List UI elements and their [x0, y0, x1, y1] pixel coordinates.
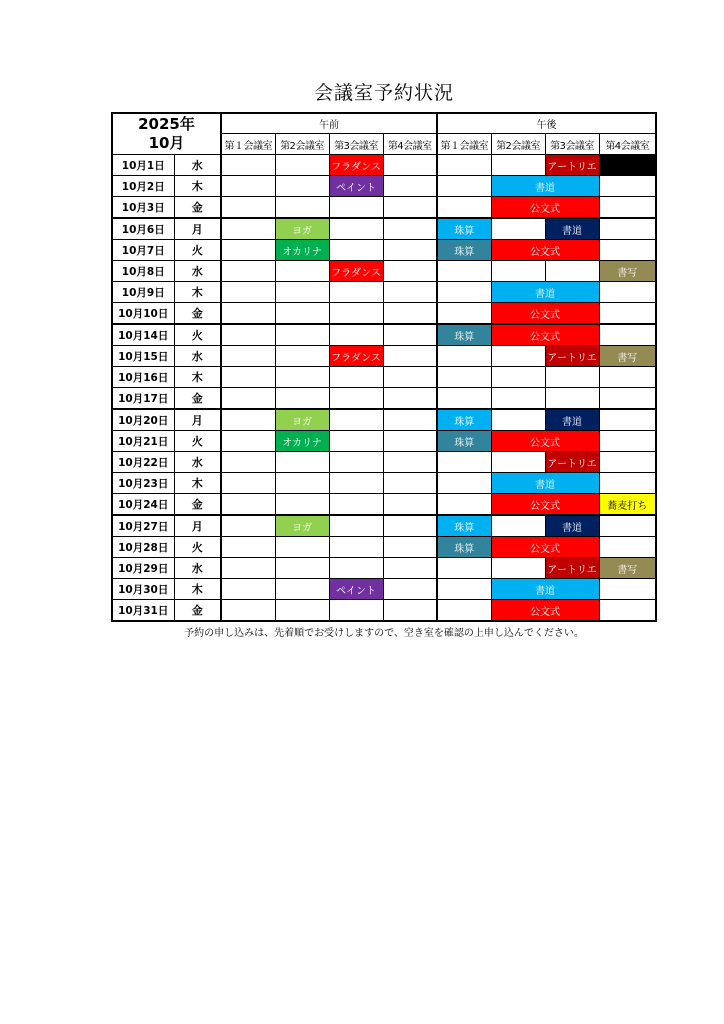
reservation-cell[interactable] [491, 218, 545, 240]
weekday-cell: 水 [174, 452, 221, 473]
month-label: 10月 [148, 134, 185, 152]
weekday-cell: 水 [174, 155, 221, 176]
reservation-cell[interactable]: ヨガ [275, 409, 329, 431]
reservation-cell[interactable] [599, 409, 656, 431]
reservation-cell[interactable]: 書道 [545, 515, 599, 537]
reservation-cell[interactable] [599, 515, 656, 537]
reservation-cell[interactable] [221, 346, 275, 367]
weekday-cell: 火 [174, 240, 221, 261]
weekday-cell: 金 [174, 303, 221, 325]
table-row [112, 558, 656, 579]
reservation-cell[interactable]: ヨガ [275, 218, 329, 240]
reservation-cell[interactable]: アートリエ [545, 558, 599, 579]
reservation-cell[interactable] [383, 303, 437, 325]
reservation-cell[interactable] [221, 558, 275, 579]
reservation-cell[interactable] [599, 431, 656, 452]
reservation-cell[interactable]: 公文式 [491, 600, 599, 622]
weekday-cell: 水 [174, 558, 221, 579]
reservation-cell[interactable]: フラダンス [329, 261, 383, 282]
date-cell: 10月30日 [112, 579, 174, 600]
date-cell: 10月14日 [112, 324, 174, 346]
reservation-cell[interactable] [437, 155, 491, 176]
date-cell: 10月9日 [112, 282, 174, 303]
reservation-cell[interactable] [437, 473, 491, 494]
reservation-cell[interactable]: 公文式 [491, 303, 599, 325]
reservation-cell[interactable] [383, 494, 437, 516]
reservation-cell[interactable] [221, 431, 275, 452]
reservation-cell[interactable]: フラダンス [329, 155, 383, 176]
reservation-cell[interactable] [275, 155, 329, 176]
reservation-cell[interactable] [275, 537, 329, 558]
reservation-cell[interactable] [491, 515, 545, 537]
reservation-cell[interactable] [491, 155, 545, 176]
reservation-cell[interactable] [383, 600, 437, 622]
reservation-cell[interactable]: 書道 [491, 579, 599, 600]
reservation-cell[interactable] [329, 282, 383, 303]
reservation-cell[interactable] [383, 367, 437, 388]
reservation-cell[interactable]: 書道 [491, 282, 599, 303]
table-row [112, 282, 656, 303]
reservation-cell[interactable] [599, 579, 656, 600]
reservation-cell[interactable] [221, 197, 275, 219]
reservation-cell[interactable] [275, 367, 329, 388]
reservation-cell[interactable] [221, 155, 275, 176]
reservation-cell[interactable]: ヨガ [275, 515, 329, 537]
room-header-am-1: 第１会議室 [221, 134, 275, 155]
reservation-cell[interactable]: アートリエ [545, 452, 599, 473]
table-row [112, 494, 656, 516]
table-row [112, 155, 656, 176]
year-label: 2025年 [138, 115, 195, 133]
reservation-cell[interactable] [329, 473, 383, 494]
weekday-cell: 月 [174, 409, 221, 431]
reservation-cell[interactable] [329, 600, 383, 622]
date-cell: 10月1日 [112, 155, 174, 176]
reservation-cell[interactable] [275, 303, 329, 325]
reservation-cell[interactable] [599, 367, 656, 388]
weekday-cell: 火 [174, 431, 221, 452]
date-cell: 10月15日 [112, 346, 174, 367]
reservation-cell[interactable] [383, 409, 437, 431]
room-header-am-3: 第3会議室 [329, 134, 383, 155]
reservation-cell[interactable] [221, 218, 275, 240]
reservation-cell[interactable] [329, 388, 383, 410]
reservation-cell[interactable] [329, 537, 383, 558]
reservation-cell[interactable] [275, 346, 329, 367]
date-cell: 10月29日 [112, 558, 174, 579]
weekday-cell: 金 [174, 494, 221, 516]
reservation-cell[interactable] [491, 367, 545, 388]
table-row [112, 261, 656, 282]
reservation-cell[interactable]: ペイント [329, 579, 383, 600]
reservation-cell[interactable] [383, 155, 437, 176]
reservation-cell[interactable]: 公文式 [491, 431, 599, 452]
reservation-cell[interactable] [383, 218, 437, 240]
reservation-cell[interactable] [383, 324, 437, 346]
am-header: 午前 [221, 113, 437, 134]
reservation-cell[interactable] [329, 431, 383, 452]
reservation-cell[interactable] [437, 197, 491, 219]
reservation-cell[interactable] [221, 261, 275, 282]
page-title: 会議室予約状況 [313, 82, 454, 104]
reservation-cell[interactable] [599, 452, 656, 473]
table-row [112, 473, 656, 494]
reservation-cell[interactable] [221, 600, 275, 622]
reservation-cell[interactable] [221, 515, 275, 537]
reservation-cell[interactable] [545, 367, 599, 388]
table-row [112, 218, 656, 240]
reservation-cell[interactable]: 公文式 [491, 324, 599, 346]
reservation-cell[interactable]: 書道 [491, 176, 599, 197]
room-header-pm-3: 第3会議室 [545, 134, 599, 155]
weekday-cell: 火 [174, 537, 221, 558]
reservation-cell[interactable] [329, 409, 383, 431]
date-cell: 10月6日 [112, 218, 174, 240]
reservation-cell[interactable] [599, 176, 656, 197]
reservation-cell[interactable] [437, 579, 491, 600]
date-cell: 10月20日 [112, 409, 174, 431]
reservation-cell[interactable]: アートリエ [545, 346, 599, 367]
reservation-cell[interactable]: 公文式 [491, 197, 599, 219]
reservation-cell[interactable] [437, 600, 491, 622]
reservation-cell[interactable] [383, 240, 437, 261]
table-row [112, 431, 656, 452]
table-row [112, 388, 656, 410]
reservation-cell[interactable]: 珠算 [437, 218, 491, 240]
table-row [112, 346, 656, 367]
reservation-cell[interactable] [491, 558, 545, 579]
reservation-cell[interactable] [437, 558, 491, 579]
reservation-cell[interactable] [275, 197, 329, 219]
reservation-cell[interactable] [221, 324, 275, 346]
reservation-cell[interactable] [599, 197, 656, 219]
reservation-cell[interactable] [545, 388, 599, 410]
table-row [112, 176, 656, 197]
reservation-cell[interactable] [329, 197, 383, 219]
reservation-cell[interactable] [437, 367, 491, 388]
weekday-cell: 木 [174, 473, 221, 494]
reservation-cell[interactable] [383, 473, 437, 494]
reservation-cell[interactable] [275, 324, 329, 346]
table-row [112, 452, 656, 473]
reservation-cell[interactable]: 公文式 [491, 537, 599, 558]
table-row [112, 197, 656, 219]
reservation-cell[interactable] [221, 409, 275, 431]
reservation-cell[interactable] [329, 515, 383, 537]
reservation-cell[interactable] [383, 261, 437, 282]
reservation-cell[interactable]: 珠算 [437, 240, 491, 261]
reservation-cell[interactable]: 書写 [599, 261, 656, 282]
reservation-cell[interactable] [221, 579, 275, 600]
reservation-cell[interactable] [437, 261, 491, 282]
reservation-cell[interactable] [221, 240, 275, 261]
reservation-cell[interactable]: 珠算 [437, 409, 491, 431]
weekday-cell: 火 [174, 324, 221, 346]
reservation-cell[interactable] [275, 494, 329, 516]
year-month-header [112, 113, 221, 155]
reservation-cell[interactable] [383, 537, 437, 558]
reservation-cell[interactable] [599, 537, 656, 558]
weekday-cell: 金 [174, 600, 221, 622]
date-cell: 10月2日 [112, 176, 174, 197]
reservation-cell[interactable] [221, 367, 275, 388]
table-row [112, 537, 656, 558]
reservation-cell[interactable] [437, 346, 491, 367]
reservation-cell[interactable] [491, 409, 545, 431]
reservation-cell[interactable] [599, 473, 656, 494]
reservation-cell[interactable] [599, 218, 656, 240]
date-cell: 10月10日 [112, 303, 174, 325]
date-cell: 10月24日 [112, 494, 174, 516]
reservation-cell[interactable] [599, 388, 656, 410]
reservation-cell[interactable]: 蕎麦打ち [599, 494, 656, 516]
reservation-cell[interactable] [437, 176, 491, 197]
reservation-cell[interactable] [491, 346, 545, 367]
reservation-cell[interactable] [383, 431, 437, 452]
reservation-cell[interactable] [221, 282, 275, 303]
reservation-cell[interactable] [275, 261, 329, 282]
reservation-cell[interactable] [275, 176, 329, 197]
reservation-table [111, 112, 657, 622]
weekday-cell: 金 [174, 388, 221, 410]
reservation-cell[interactable] [329, 324, 383, 346]
reservation-cell[interactable] [221, 473, 275, 494]
reservation-cell[interactable]: アートリエ [545, 155, 599, 176]
table-row [112, 515, 656, 537]
reservation-cell[interactable]: 珠算 [437, 537, 491, 558]
reservation-cell[interactable]: オカリナ [275, 240, 329, 261]
reservation-cell[interactable] [221, 494, 275, 516]
reservation-cell[interactable] [599, 324, 656, 346]
reservation-cell[interactable] [491, 388, 545, 410]
reservation-cell[interactable] [599, 282, 656, 303]
reservation-cell[interactable]: 書道 [545, 409, 599, 431]
reservation-cell[interactable] [275, 579, 329, 600]
weekday-cell: 木 [174, 176, 221, 197]
weekday-cell: 木 [174, 579, 221, 600]
reservation-cell[interactable]: 書道 [491, 473, 599, 494]
reservation-cell[interactable] [221, 176, 275, 197]
date-cell: 10月31日 [112, 600, 174, 622]
weekday-cell: 木 [174, 282, 221, 303]
reservation-cell[interactable] [383, 452, 437, 473]
date-cell: 10月16日 [112, 367, 174, 388]
weekday-cell: 水 [174, 261, 221, 282]
reservation-cell[interactable] [329, 240, 383, 261]
reservation-cell[interactable]: 書道 [545, 218, 599, 240]
reservation-cell[interactable] [275, 452, 329, 473]
reservation-cell[interactable] [599, 240, 656, 261]
reservation-cell[interactable] [275, 473, 329, 494]
reservation-cell[interactable] [329, 303, 383, 325]
reservation-cell[interactable] [491, 261, 545, 282]
reservation-cell[interactable] [221, 452, 275, 473]
reservation-cell[interactable] [221, 388, 275, 410]
reservation-cell[interactable] [383, 558, 437, 579]
reservation-cell[interactable] [383, 515, 437, 537]
reservation-cell[interactable] [329, 218, 383, 240]
reservation-cell[interactable] [599, 303, 656, 325]
reservation-cell[interactable] [599, 600, 656, 622]
reservation-cell[interactable] [437, 494, 491, 516]
reservation-cell[interactable] [329, 367, 383, 388]
date-cell: 10月17日 [112, 388, 174, 410]
reservation-cell[interactable] [437, 452, 491, 473]
room-header-am-2: 第2会議室 [275, 134, 329, 155]
reservation-cell[interactable] [545, 261, 599, 282]
reservation-cell[interactable] [221, 303, 275, 325]
table-row [112, 579, 656, 600]
table-row [112, 409, 656, 431]
reservation-cell[interactable] [383, 176, 437, 197]
date-cell: 10月27日 [112, 515, 174, 537]
reservation-cell[interactable] [437, 303, 491, 325]
table-row [112, 367, 656, 388]
reservation-cell[interactable] [491, 452, 545, 473]
reservation-cell[interactable] [383, 197, 437, 219]
reservation-cell[interactable] [599, 155, 656, 176]
table-row [112, 240, 656, 261]
weekday-cell: 金 [174, 197, 221, 219]
reservation-cell[interactable]: 書写 [599, 346, 656, 367]
reservation-cell[interactable] [383, 346, 437, 367]
weekday-cell: 水 [174, 346, 221, 367]
date-cell: 10月21日 [112, 431, 174, 452]
pm-header: 午後 [437, 113, 656, 134]
room-header-pm-4: 第4会議室 [599, 134, 656, 155]
room-header-pm-1: 第１会議室 [437, 134, 491, 155]
reservation-cell[interactable]: 珠算 [437, 515, 491, 537]
date-cell: 10月8日 [112, 261, 174, 282]
date-cell: 10月7日 [112, 240, 174, 261]
reservation-cell[interactable]: 公文式 [491, 240, 599, 261]
reservation-cell[interactable]: 書写 [599, 558, 656, 579]
weekday-cell: 月 [174, 218, 221, 240]
reservation-cell[interactable] [329, 452, 383, 473]
table-row [112, 324, 656, 346]
weekday-cell: 月 [174, 515, 221, 537]
table-row [112, 303, 656, 325]
weekday-cell: 木 [174, 367, 221, 388]
reservation-cell[interactable] [275, 282, 329, 303]
footer-note: 予約の申し込みは、先着順でお受けしますので、空き室を確認の上申し込んでください。 [184, 628, 584, 639]
reservation-cell[interactable]: ペイント [329, 176, 383, 197]
reservation-cell[interactable] [383, 282, 437, 303]
reservation-cell[interactable] [437, 388, 491, 410]
reservation-cell[interactable]: 珠算 [437, 324, 491, 346]
reservation-cell[interactable] [275, 558, 329, 579]
reservation-cell[interactable] [437, 282, 491, 303]
reservation-cell[interactable] [275, 600, 329, 622]
reservation-cell[interactable]: オカリナ [275, 431, 329, 452]
date-cell: 10月28日 [112, 537, 174, 558]
reservation-cell[interactable] [329, 494, 383, 516]
room-header-pm-2: 第2会議室 [491, 134, 545, 155]
reservation-cell[interactable] [275, 388, 329, 410]
date-cell: 10月22日 [112, 452, 174, 473]
room-header-am-4: 第4会議室 [383, 134, 437, 155]
date-cell: 10月3日 [112, 197, 174, 219]
reservation-cell[interactable] [383, 388, 437, 410]
reservation-cell[interactable] [383, 579, 437, 600]
reservation-cell[interactable]: フラダンス [329, 346, 383, 367]
date-cell: 10月23日 [112, 473, 174, 494]
reservation-cell[interactable] [221, 537, 275, 558]
reservation-cell[interactable] [329, 558, 383, 579]
reservation-cell[interactable]: 公文式 [491, 494, 599, 516]
table-row [112, 600, 656, 622]
reservation-cell[interactable]: 珠算 [437, 431, 491, 452]
